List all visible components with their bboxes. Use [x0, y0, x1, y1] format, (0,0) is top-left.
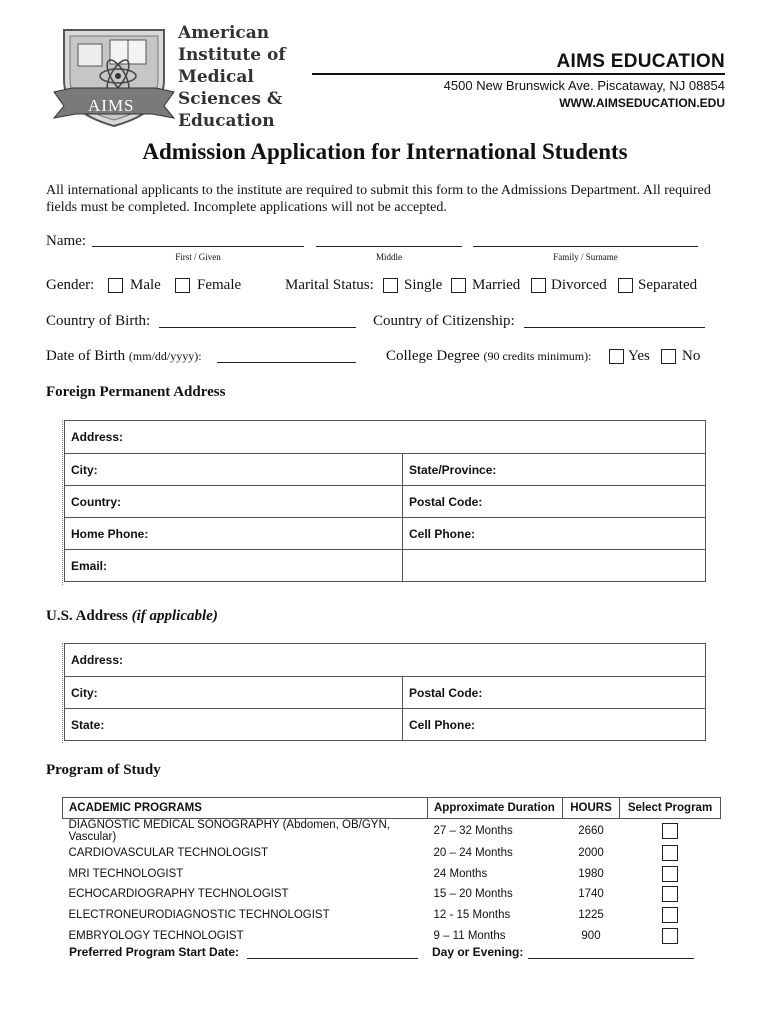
program-row — [63, 864, 721, 885]
first-name-field[interactable] — [92, 246, 304, 247]
program-row — [63, 884, 721, 905]
dob-label — [46, 348, 202, 365]
birth-country-label: Country of Birth: — [46, 313, 151, 329]
col-approx-duration: Approximate Duration — [428, 798, 563, 819]
program-select-cell — [620, 905, 721, 926]
foreign-empty-cell — [403, 550, 706, 582]
logo-wordmark: American Institute of Medical Sciences & Education — [178, 23, 286, 131]
program-select-cell — [620, 884, 721, 905]
us-address-margin — [62, 643, 63, 743]
foreign-postal-field[interactable]: Postal Code: — [403, 486, 706, 518]
gender-female-checkbox[interactable] — [175, 278, 190, 293]
program-name: ELECTRONEURODIAGNOSTIC TECHNOLOGIST — [68, 909, 330, 922]
program-name: EMBRYOLOGY TECHNOLOGIST — [68, 929, 244, 942]
start-date-field[interactable] — [247, 958, 418, 959]
program-row — [63, 925, 721, 946]
gender-male-checkbox[interactable] — [108, 278, 123, 293]
foreign-address-table — [64, 420, 706, 582]
marital-married-label: Married — [472, 277, 521, 293]
marital-divorced-label: Divorced — [551, 277, 607, 293]
start-date-label: Preferred Program Start Date: — [69, 945, 240, 959]
us-address-heading-note: (if applicable) — [131, 608, 218, 624]
birth-country-field[interactable] — [159, 327, 356, 328]
org-website-link[interactable]: WWW.AIMSEDUCATION.EDU — [559, 96, 725, 110]
marital-single-label: Single — [404, 277, 443, 293]
citizenship-field[interactable] — [524, 327, 705, 328]
us-address-table — [64, 643, 706, 741]
program-hours: 900 — [581, 929, 601, 942]
marital-separated-label: Separated — [638, 277, 698, 293]
gender-label: Gender: — [46, 277, 95, 293]
foreign-address-margin — [62, 420, 63, 585]
program-select-checkbox[interactable] — [662, 928, 678, 944]
program-select-cell — [620, 925, 721, 946]
page-title: Admission Application for International Students — [142, 139, 628, 164]
gender-male-label: Male — [130, 277, 161, 293]
program-select-cell — [620, 843, 721, 864]
program-heading: Program of Study — [46, 762, 161, 778]
us-address-heading — [46, 608, 218, 625]
foreign-state-field[interactable]: State/Province: — [403, 454, 706, 486]
program-name: DIAGNOSTIC MEDICAL SONOGRAPHY (Abdomen, OB/GYN, Vascular) — [68, 819, 390, 843]
foreign-city-field[interactable]: City: — [65, 454, 403, 486]
program-row — [63, 905, 721, 926]
citizenship-label: Country of Citizenship: — [373, 313, 515, 329]
dob-field[interactable] — [217, 362, 356, 363]
foreign-home-phone-field[interactable]: Home Phone: — [65, 518, 403, 550]
last-name-field[interactable] — [473, 246, 698, 247]
program-hours: 1980 — [578, 867, 604, 880]
degree-no-checkbox[interactable] — [661, 349, 676, 364]
last-name-caption: Family / Surname — [553, 252, 618, 262]
us-cell-phone-field[interactable]: Cell Phone: — [403, 709, 706, 741]
foreign-address-field[interactable]: Address: — [65, 421, 706, 454]
program-hours: 1740 — [578, 888, 604, 901]
program-duration: 24 Months — [433, 867, 488, 880]
dob-format-hint: (mm/dd/yyyy): — [128, 349, 202, 363]
program-duration: 27 – 32 Months — [433, 825, 513, 837]
degree-label-text: College Degree — [386, 348, 480, 364]
degree-note: (90 credits minimum): — [483, 349, 592, 363]
us-address-field[interactable]: Address: — [65, 644, 706, 677]
us-state-field[interactable]: State: — [65, 709, 403, 741]
foreign-address-heading: Foreign Permanent Address — [46, 384, 226, 400]
us-postal-field[interactable]: Postal Code: — [403, 677, 706, 709]
middle-name-caption: Middle — [376, 252, 402, 262]
program-hours: 2000 — [578, 847, 604, 860]
degree-yes-label: Yes — [628, 348, 650, 364]
program-duration: 9 – 11 Months — [433, 929, 506, 942]
day-evening-field[interactable] — [528, 958, 694, 959]
program-row — [63, 819, 721, 844]
gender-female-label: Female — [197, 277, 242, 293]
program-table — [62, 797, 721, 946]
program-name: ECHOCARDIOGRAPHY TECHNOLOGIST — [68, 888, 289, 901]
program-select-checkbox[interactable] — [662, 823, 678, 839]
marital-status-label: Marital Status: — [285, 277, 374, 293]
program-row — [63, 843, 721, 864]
header-rule — [312, 73, 725, 75]
program-duration: 15 – 20 Months — [433, 888, 513, 901]
dob-label-text: Date of Birth — [46, 348, 126, 364]
college-degree-label — [386, 348, 591, 365]
program-select-checkbox[interactable] — [662, 907, 678, 923]
us-city-field[interactable]: City: — [65, 677, 403, 709]
marital-single-checkbox[interactable] — [383, 278, 398, 293]
marital-separated-checkbox[interactable] — [618, 278, 633, 293]
program-hours: 1225 — [578, 909, 604, 922]
col-academic-programs: ACADEMIC PROGRAMS — [63, 798, 428, 819]
name-label: Name: — [46, 233, 86, 249]
program-select-cell — [620, 864, 721, 885]
program-hours: 2660 — [578, 825, 604, 837]
marital-divorced-checkbox[interactable] — [531, 278, 546, 293]
foreign-country-field[interactable]: Country: — [65, 486, 403, 518]
us-address-heading-text: U.S. Address — [46, 608, 128, 624]
foreign-email-field[interactable]: Email: — [65, 550, 403, 582]
program-duration: 12 - 15 Months — [433, 909, 511, 922]
day-evening-label: Day or Evening: — [432, 945, 524, 959]
program-select-checkbox[interactable] — [662, 886, 678, 902]
logo-badge-text: AIMS — [88, 96, 135, 115]
intro-paragraph: All international applicants to the institute are required to submit this form to the Admissions Department. All required fields must be completed. Incomplete applications will not be accepted. — [46, 183, 711, 215]
program-select-cell — [620, 819, 721, 844]
program-name: MRI TECHNOLOGIST — [68, 867, 184, 880]
col-hours: HOURS — [563, 798, 620, 819]
degree-yes-checkbox[interactable] — [609, 349, 624, 364]
program-select-checkbox[interactable] — [662, 845, 678, 861]
program-name: CARDIOVASCULAR TECHNOLOGIST — [68, 847, 269, 860]
org-name: AIMS EDUCATION — [556, 51, 725, 72]
foreign-cell-phone-field[interactable]: Cell Phone: — [403, 518, 706, 550]
degree-no-label: No — [682, 348, 701, 364]
marital-married-checkbox[interactable] — [451, 278, 466, 293]
org-address: 4500 New Brunswick Ave. Piscataway, NJ 08854 — [443, 78, 725, 93]
program-select-checkbox[interactable] — [662, 866, 678, 882]
middle-name-field[interactable] — [316, 246, 462, 247]
program-duration: 20 – 24 Months — [433, 847, 513, 860]
col-select-program: Select Program — [620, 798, 721, 819]
first-name-caption: First / Given — [175, 252, 221, 262]
